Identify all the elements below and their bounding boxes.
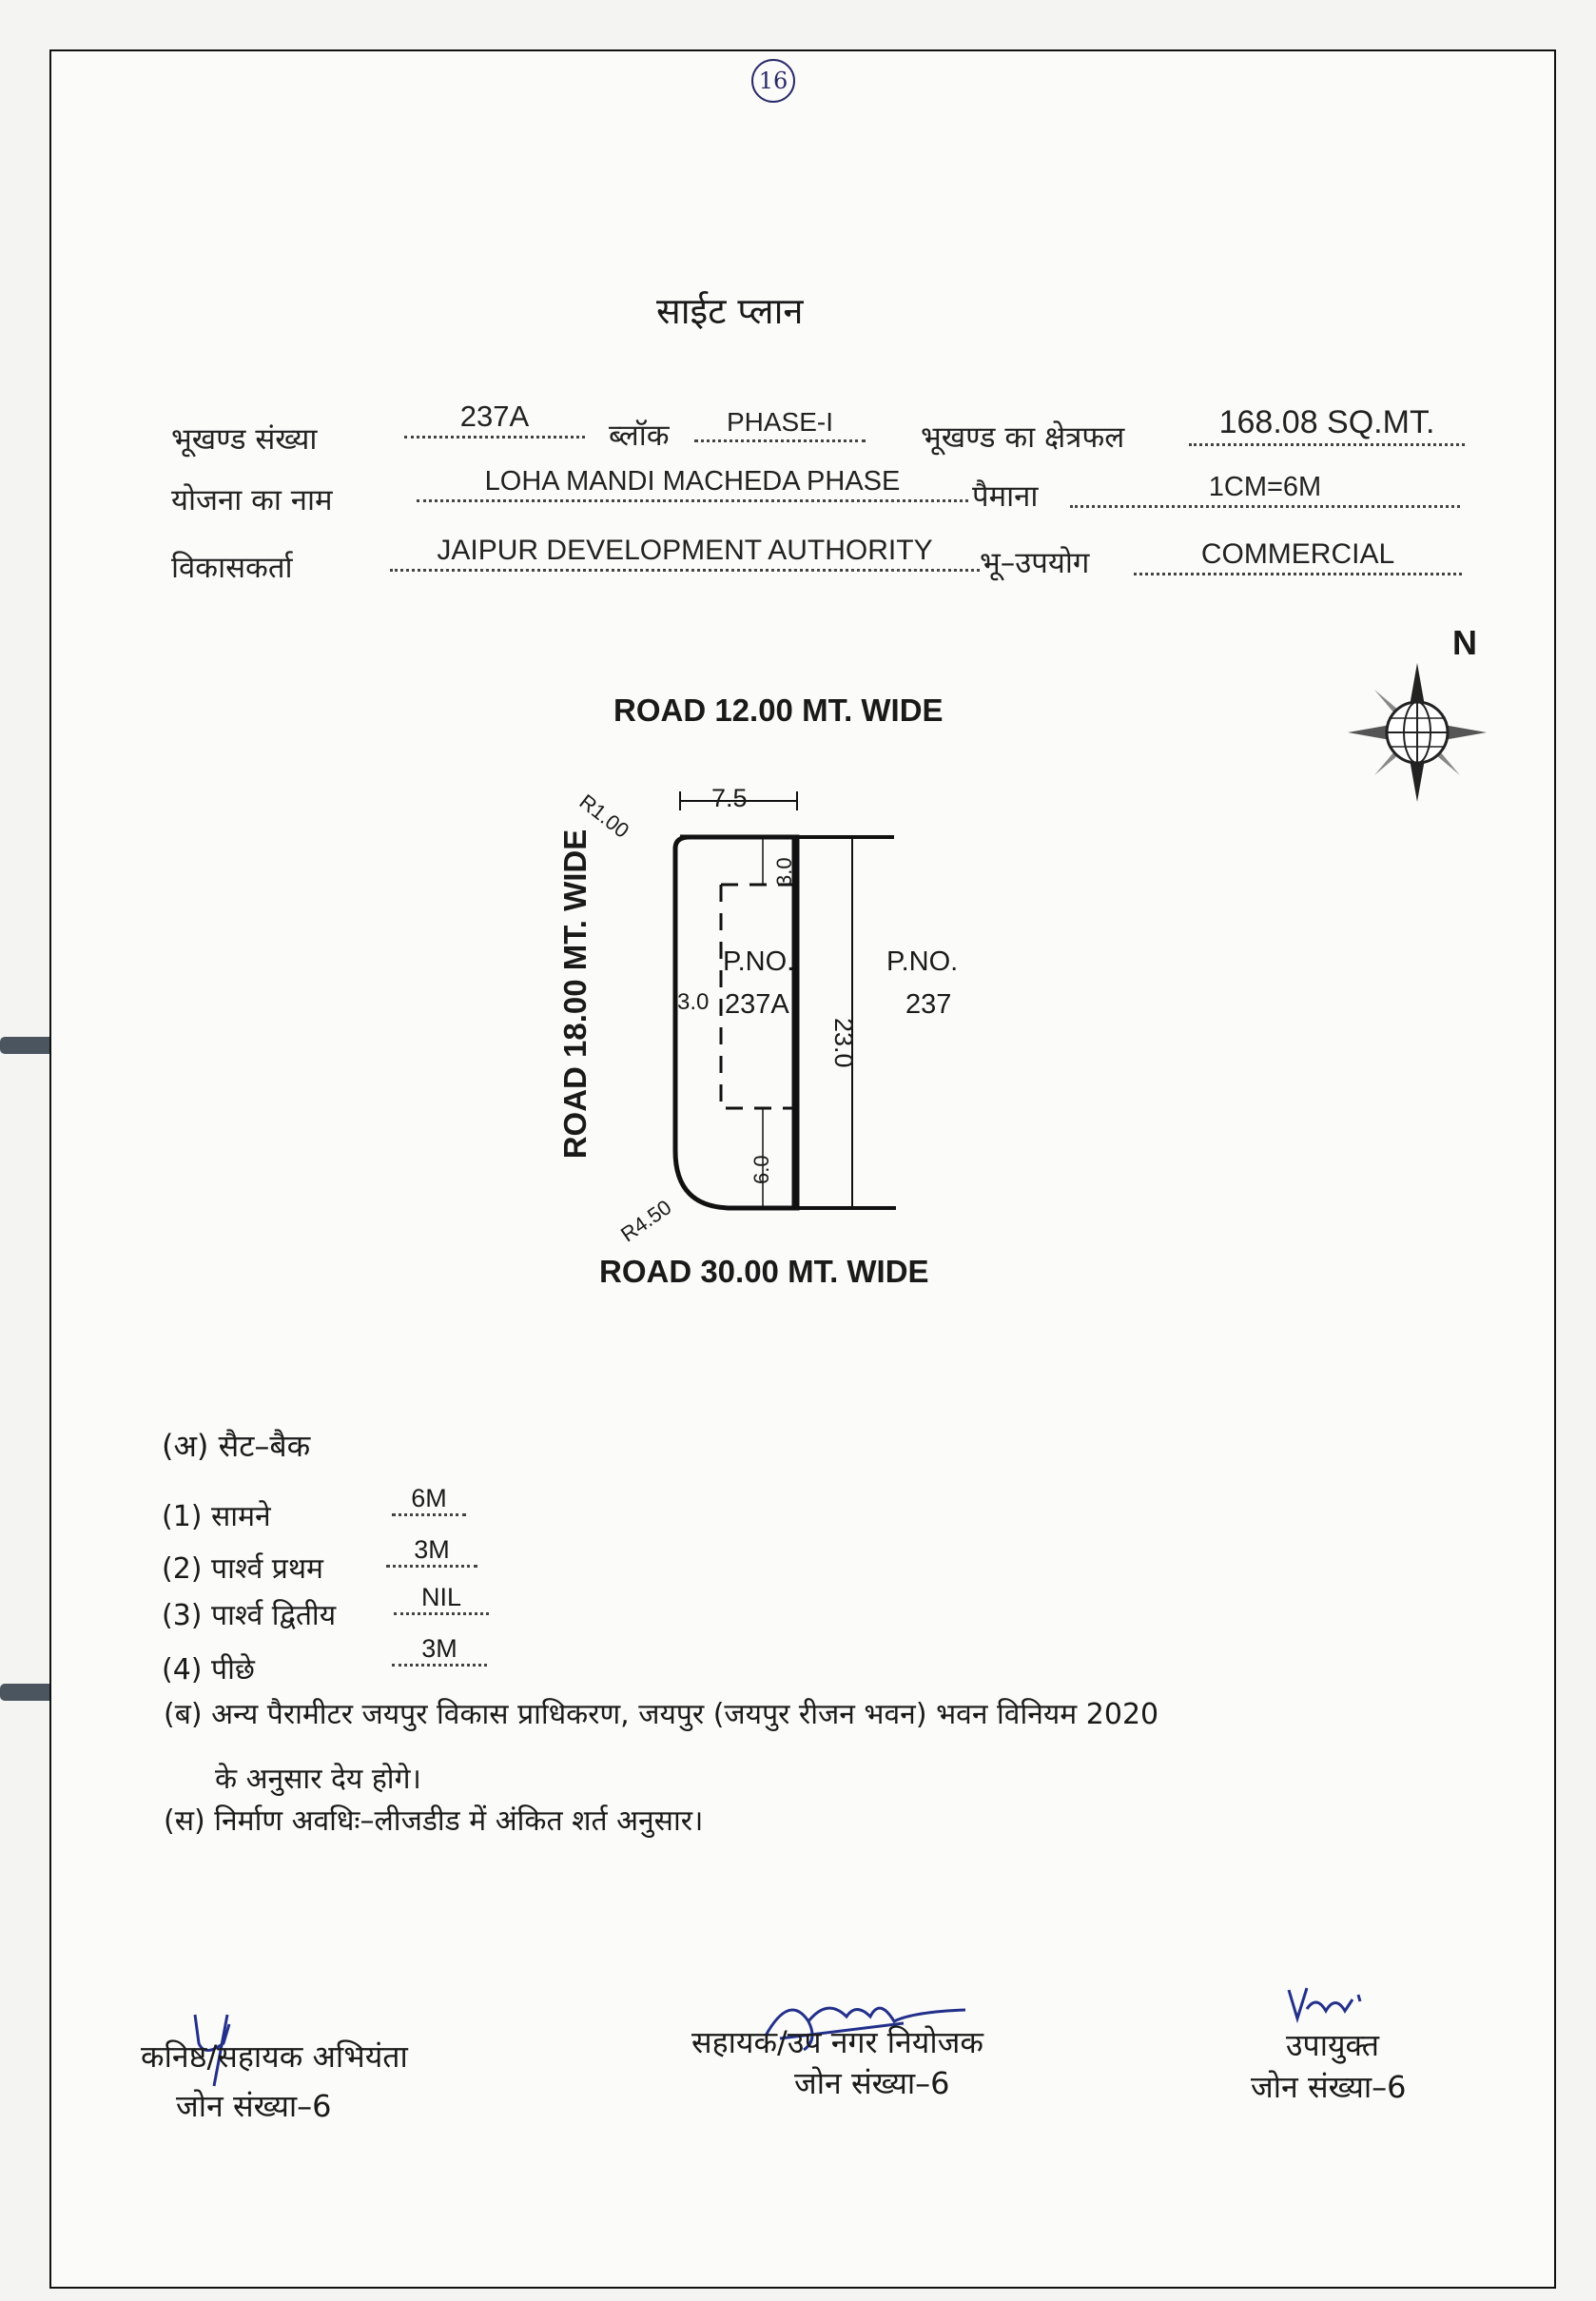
plot-boundary [675, 837, 797, 1208]
developer-label: विकासकर्ता [171, 551, 293, 585]
plot-label-line1: P.NO. [723, 946, 795, 977]
page-number: 16 [751, 59, 795, 103]
signatory-right-role: उपायुक्त [1286, 2027, 1379, 2063]
plot-no-value: 237A [404, 400, 585, 439]
setback-side2-label: (3) पार्श्व द्वितीय [162, 1599, 337, 1632]
page-title: साईट प्लान [656, 290, 804, 332]
scheme-value: LOHA MANDI MACHEDA PHASE [417, 466, 968, 502]
area-value: 168.08 SQ.MT. [1189, 404, 1465, 446]
dim-length: 23.0 [829, 1018, 858, 1068]
compass-icon [1346, 661, 1489, 804]
north-arrow [1346, 623, 1489, 804]
note-b-line1: (ब) अन्य पैरामीटर जयपुर विकास प्राधिकरण, जयपुर (जयपुर रीजन भवन) भवन विनियम 2020 [164, 1698, 1159, 1731]
radius-bottom: R4.50 [616, 1195, 676, 1247]
scheme-label: योजना का नाम [171, 483, 333, 517]
note-b-line2: के अनुसार देय होगे। [215, 1763, 421, 1796]
setback-rear-value: 3M [392, 1634, 487, 1667]
plot-label-line2: 237A [725, 989, 789, 1020]
adjacent-plot-label-line1: P.NO. [886, 946, 959, 977]
road-left-label: ROAD 18.00 MT. WIDE [557, 829, 593, 1160]
signatory-right-zone: जोन संख्या–6 [1251, 2069, 1407, 2105]
dim-side-setback: 3.0 [677, 989, 710, 1015]
signature-right [1284, 1980, 1370, 2028]
area-label: भूखण्ड का क्षेत्रफल [921, 420, 1125, 455]
land-use-label: भू–उपयोग [980, 546, 1090, 580]
scale-value: 1CM=6M [1070, 472, 1460, 508]
land-use-value: COMMERCIAL [1134, 538, 1462, 575]
dim-front-setback: 6.0 [749, 1155, 773, 1184]
signatory-left-role: कनिष्ठ/सहायक अभियंता [141, 2038, 408, 2075]
dim-width: 7.5 [711, 784, 748, 812]
adjacent-plot-label-line2: 237 [905, 989, 952, 1020]
plot-no-label: भूखण्ड संख्या [171, 422, 318, 457]
block-value: PHASE-I [694, 407, 866, 442]
setback-heading: (अ) सैट–बैक [162, 1428, 311, 1464]
setback-side1-value: 3M [386, 1535, 477, 1568]
developer-value: JAIPUR DEVELOPMENT AUTHORITY [390, 535, 980, 572]
setback-front-value: 6M [392, 1484, 466, 1516]
road-top-label: ROAD 12.00 MT. WIDE [613, 692, 944, 728]
note-c-line: (स) निर्माण अवधिः–लीजडीड में अंकित शर्त अनुसार। [164, 1804, 704, 1838]
north-label: N [1452, 623, 1477, 662]
road-bottom-label: ROAD 30.00 MT. WIDE [599, 1254, 929, 1289]
setback-side1-label: (2) पार्श्व प्रथम [162, 1552, 323, 1586]
signatory-middle-role: सहायक/उप नगर नियोजक [691, 2024, 983, 2060]
signatory-left-zone: जोन संख्या–6 [176, 2088, 332, 2124]
dim-top-setback: 3.0 [772, 857, 796, 887]
block-label: ब्लॉक [609, 419, 670, 453]
signatory-middle-zone: जोन संख्या–6 [794, 2065, 950, 2101]
setback-front-label: (1) सामने [162, 1500, 271, 1533]
setback-side2-value: NIL [394, 1583, 489, 1615]
setback-rear-label: (4) पीछे [162, 1653, 255, 1687]
scale-label: पैमाना [972, 479, 1039, 514]
radius-top: R1.00 [574, 790, 634, 843]
